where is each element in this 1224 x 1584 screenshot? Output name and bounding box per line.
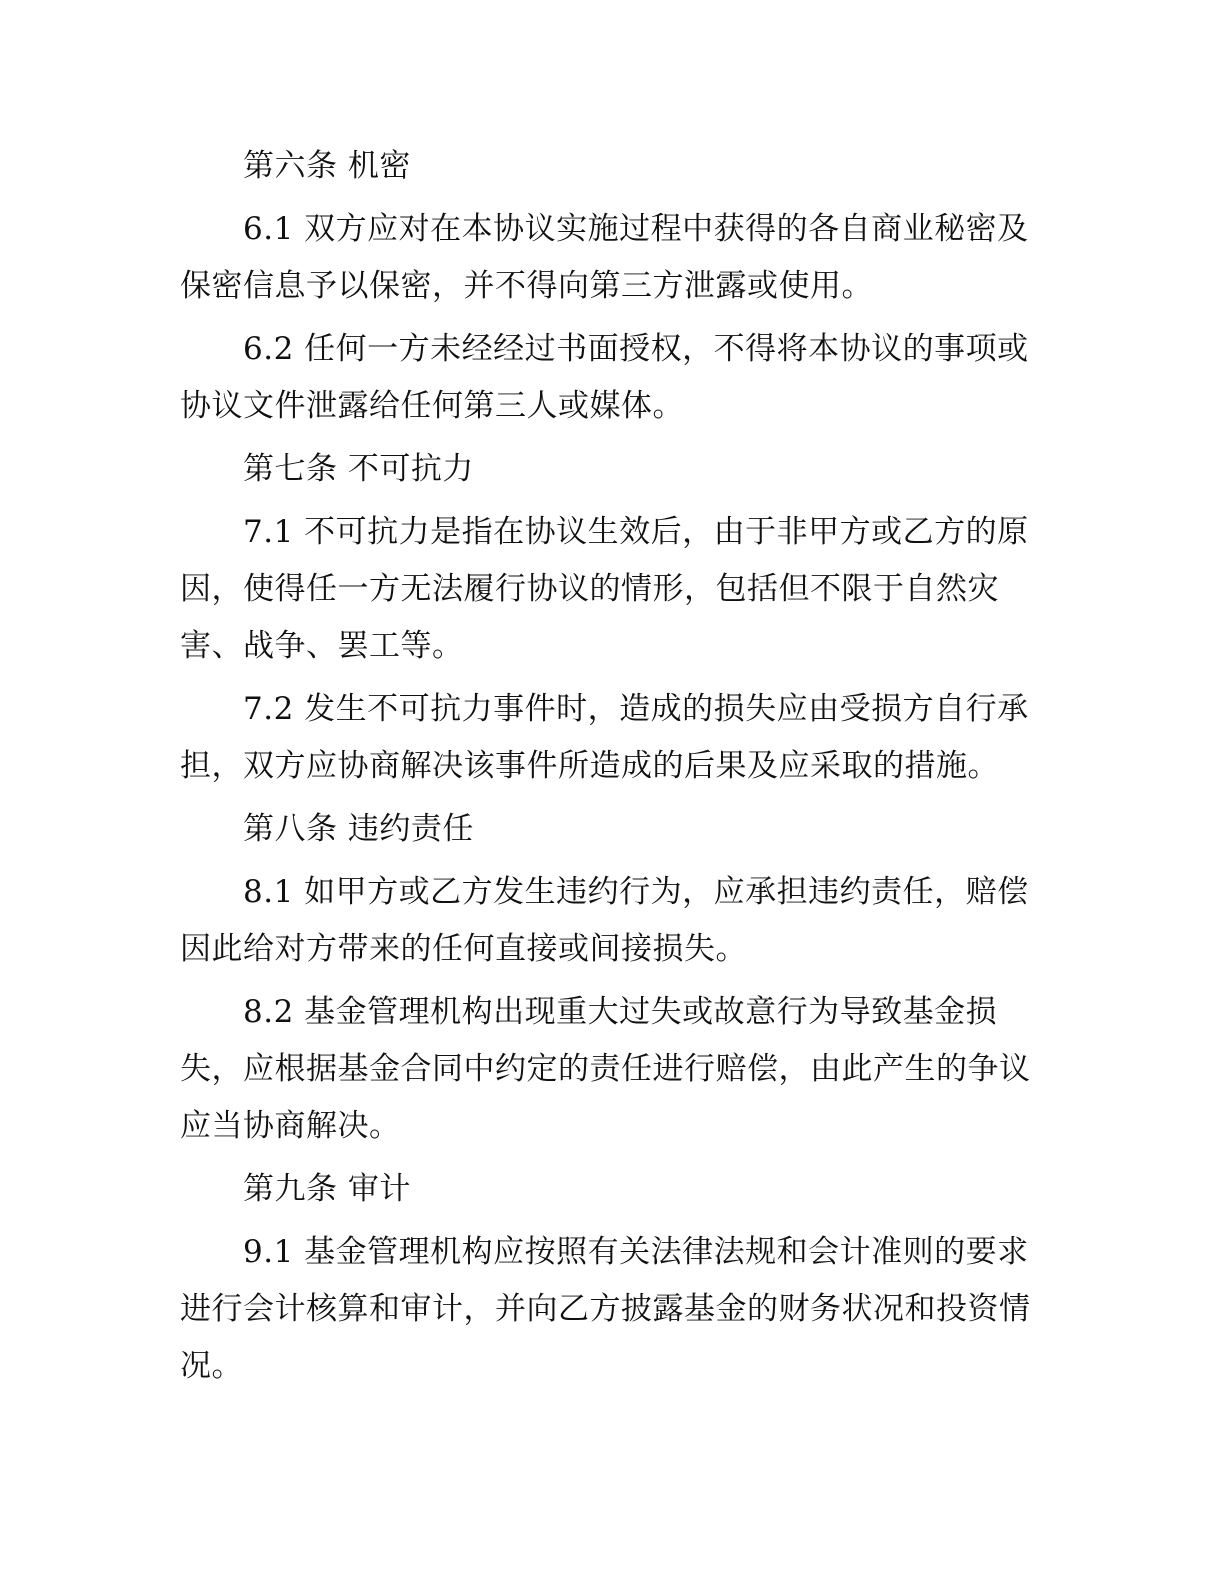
clause-9-1: 9.1 基金管理机构应按照有关法律法规和会计准则的要求进行会计核算和审计，并向乙方披露基金的财务状况和投资情况。 <box>180 1234 1031 1384</box>
clause-7-2: 7.2 发生不可抗力事件时，造成的损失应由受损方自行承担，双方应协商解决该事件所造成的后果及应采取的措施。 <box>180 691 1029 784</box>
clause-8-1: 8.1 如甲方或乙方发生违约行为，应承担违约责任，赔偿因此给对方带来的任何直接或间接损失。 <box>180 874 1029 967</box>
section-heading-6: 第六条 机密 <box>243 148 411 184</box>
clause-6-2: 6.2 任何一方未经经过书面授权，不得将本协议的事项或协议文件泄露给任何第三人或媒体。 <box>180 331 1029 424</box>
section-heading-7: 第七条 不可抗力 <box>243 451 474 487</box>
document-page <box>180 138 1060 1401</box>
section-heading-9: 第九条 审计 <box>243 1171 411 1207</box>
section-heading-8: 第八条 违约责任 <box>243 811 474 847</box>
clause-6-1: 6.1 双方应对在本协议实施过程中获得的各自商业秘密及保密信息予以保密，并不得向第三方泄露或使用。 <box>180 211 1029 304</box>
clause-7-1: 7.1 不可抗力是指在协议生效后，由于非甲方或乙方的原因，使得任一方无法履行协议的情形，包括但不限于自然灾害、战争、罢工等。 <box>180 514 1029 664</box>
clause-8-2: 8.2 基金管理机构出现重大过失或故意行为导致基金损失，应根据基金合同中约定的责任进行赔偿，由此产生的争议应当协商解决。 <box>180 994 1031 1144</box>
